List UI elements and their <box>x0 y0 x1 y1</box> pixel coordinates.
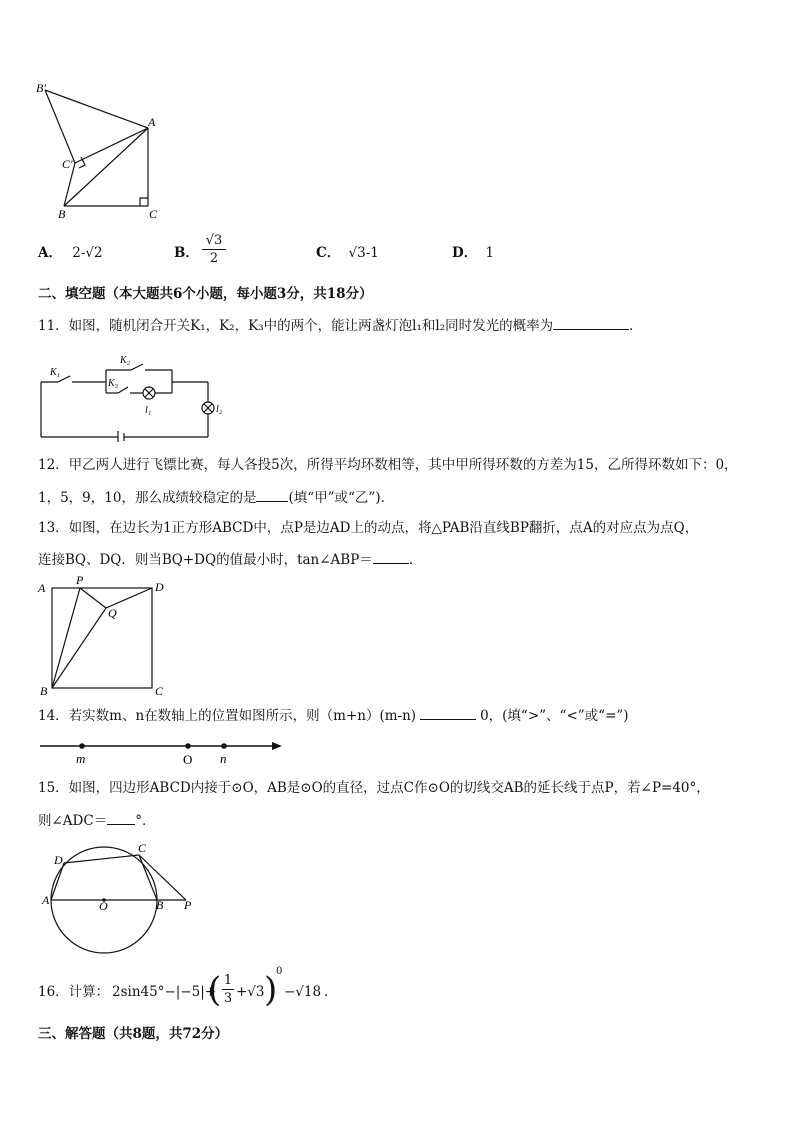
option-c <box>316 243 379 263</box>
label-d: D <box>155 580 164 594</box>
section-2-heading: 二、填空题（本大题共6个小题，每小题3分，共18分） <box>38 286 373 302</box>
option-c-label: C． <box>316 245 341 261</box>
label-b: B <box>58 207 66 221</box>
option-b <box>174 243 199 263</box>
q16-exponent: 0 <box>276 966 283 977</box>
option-b-fraction <box>202 232 226 267</box>
q12-line1: 12．甲乙两人进行飞镖比赛，每人各投5次，所得平均环数相等，其中甲所得环数的方差为15，乙所得环数如下：0， <box>38 457 738 473</box>
q11-answer-blank[interactable] <box>553 315 629 330</box>
section-3-heading: 三、解答题（共8题，共72分） <box>38 1026 229 1042</box>
label-b: B <box>40 684 48 698</box>
q12-line2-after: (填“甲”或“乙”)． <box>288 490 395 506</box>
label-c-prime: C′ <box>62 157 73 171</box>
q15-line2-after: °． <box>135 813 156 829</box>
q12-line2-before: 1，5，9，10，那么成绩较稳定的是 <box>38 490 257 506</box>
label-b-prime: B′ <box>36 81 46 95</box>
q13-line2 <box>38 549 422 570</box>
figure-number-line <box>36 736 286 768</box>
q14-text <box>38 705 629 726</box>
option-a-label: A． <box>38 245 62 261</box>
option-b-denominator: 2 <box>209 251 219 266</box>
q13-line2-before: 连接BQ、DQ．则当BQ+DQ的值最小时，tan∠ABP＝ <box>38 552 373 568</box>
label-l2: l₂ <box>216 404 223 415</box>
q14-answer-blank[interactable] <box>420 705 476 720</box>
option-d-label: D． <box>452 245 478 261</box>
option-a <box>38 243 103 263</box>
label-o: O <box>183 752 193 767</box>
q11-text-after: ． <box>629 318 643 334</box>
q16-expr-a: 2sin45°−|−5|+ <box>112 984 217 1000</box>
q16-fraction <box>222 972 234 1007</box>
label-p: P <box>184 898 192 912</box>
option-c-value: √3-1 <box>348 245 379 261</box>
q15-answer-blank[interactable] <box>107 810 135 825</box>
q13-line1: 13．如图，在边长为1正方形ABCD中，点P是边AD上的动点，将△PAB沿直线BP翻折，点A的对应点为点Q， <box>38 520 699 536</box>
label-c: C <box>138 841 147 855</box>
label-c: C <box>155 684 164 698</box>
label-a: A <box>38 581 46 595</box>
label-a: A <box>148 115 156 129</box>
option-d-value: 1 <box>485 245 495 261</box>
figure-circle <box>36 838 201 958</box>
label-o: O <box>99 899 108 913</box>
q14-text-after: 0，(填“>”、“<”或“=”) <box>480 708 629 724</box>
label-m: m <box>76 751 86 766</box>
q15-line2 <box>38 810 155 831</box>
figure-triangle-fold <box>30 78 170 223</box>
q11-text-before: 11．如图，随机闭合开关K₁，K₂，K₃中的两个，能让两盏灯泡l₁和l₂同时发光的概率为 <box>38 318 554 334</box>
q16-prefix: 16．计算： <box>38 984 110 1000</box>
figure-square-fold <box>34 574 174 700</box>
q16-fraction-denominator: 3 <box>223 991 233 1006</box>
q14-text-before: 14．若实数m、n在数轴上的位置如图所示，则（m+n）(m-n) <box>38 708 417 724</box>
option-d <box>452 243 494 263</box>
q13-answer-blank[interactable] <box>373 549 409 564</box>
q16-right-paren: ) <box>264 970 278 1010</box>
q13-line2-after: ． <box>408 552 423 568</box>
label-k3: K₃ <box>108 378 119 389</box>
option-b-numerator: √3 <box>202 232 226 250</box>
figure-circuit <box>36 350 226 442</box>
q15-line2-before: 则∠ADC＝ <box>38 813 108 829</box>
q12-answer-blank[interactable] <box>256 487 288 502</box>
option-b-label: B． <box>174 245 199 261</box>
q12-line2 <box>38 487 394 508</box>
label-k2: K₂ <box>120 355 131 366</box>
q15-line1: 15．如图，四边形ABCD内接于⊙O，AB是⊙O的直径，过点C作⊙O的切线交AB的延长线于点P，若∠P=40°， <box>38 780 710 796</box>
label-n: n <box>220 751 227 766</box>
label-k1: K₁ <box>50 367 61 378</box>
label-q: Q <box>108 606 117 620</box>
label-a: A <box>42 893 50 907</box>
q16-end: ． <box>324 984 338 1000</box>
q11-text <box>38 315 643 336</box>
q16-fraction-numerator: 1 <box>223 973 233 988</box>
label-p: P <box>76 574 84 587</box>
label-d: D <box>54 853 63 867</box>
q16-left-paren: ( <box>208 970 222 1010</box>
option-a-value: 2-√2 <box>72 245 103 261</box>
label-b: B <box>156 898 164 912</box>
q16-plus-root: +√3 <box>236 984 265 1000</box>
label-c: C <box>149 207 158 221</box>
label-l1: l₁ <box>145 405 152 416</box>
q16-expr-b: −√18 <box>284 984 322 1000</box>
